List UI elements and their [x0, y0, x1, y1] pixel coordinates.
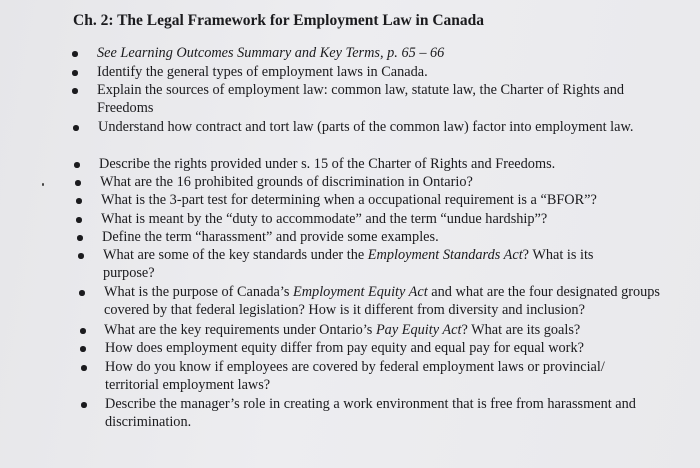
italic-text: See Learning Outcomes Summary and Key Terms, p. 65 – 66	[97, 45, 445, 61]
list-item-text	[105, 340, 665, 358]
list-item-text	[97, 45, 657, 63]
bullet-icon	[80, 346, 86, 352]
text-segment: Identify the general types of employment laws in Canada.	[97, 64, 428, 80]
text-segment: Describe the manager’s role in creating a work environment that is free from harassment and discrimination.	[105, 396, 636, 430]
list-item-text	[103, 247, 648, 282]
list-item-text	[104, 284, 664, 319]
italic-text: Employment Standards Act	[367, 247, 523, 263]
text-segment: and what are the four designated groups covered by that federal legislation? How is it different from diversity and inclusion?	[104, 284, 660, 318]
list-item-text	[105, 359, 645, 394]
list-item-text	[104, 322, 664, 340]
text-segment: What are the key requirements under Ontario’s	[104, 322, 376, 338]
list-item-text	[105, 396, 665, 431]
list-item-text	[102, 229, 662, 247]
text-segment: How does employment equity differ from pay equity and equal pay for equal work?	[105, 340, 584, 356]
text-segment: Explain the sources of employment law: common law, statute law, the Charter of Rights and Freedoms	[97, 82, 625, 116]
stray-mark	[42, 183, 44, 186]
bullet-icon	[76, 217, 82, 223]
text-segment: Describe the rights provided under s. 15 of the Charter of Rights and Freedoms.	[99, 156, 556, 172]
bullet-icon	[73, 125, 79, 131]
bullet-icon	[72, 88, 78, 94]
text-segment: What are the 16 prohibited grounds of discrimination in Ontario?	[100, 174, 473, 190]
bullet-icon	[72, 51, 78, 57]
list-item-text	[97, 64, 657, 82]
bullet-icon	[78, 253, 84, 259]
bullet-icon	[72, 70, 78, 76]
bullet-icon	[80, 328, 86, 334]
bullet-icon	[81, 365, 87, 371]
page-title: Ch. 2: The Legal Framework for Employment Law in Canada	[73, 12, 485, 29]
text-segment: What is the purpose of Canada’s	[104, 284, 293, 300]
text-segment: What is meant by the “duty to accommodate” and the term “undue hardship”?	[101, 211, 548, 227]
bullet-icon	[76, 198, 82, 204]
bullet-icon	[74, 162, 80, 168]
list-item-text	[101, 192, 661, 210]
bullet-icon	[77, 235, 83, 241]
text-segment: Understand how contract and tort law (parts of the common law) factor into employment law.	[98, 119, 634, 135]
text-segment: What is the 3-part test for determining when a occupational requirement is a “BFOR”?	[101, 192, 597, 208]
bullet-icon	[81, 402, 87, 408]
text-segment: What are some of the key standards under the	[103, 247, 368, 263]
list-item-text	[100, 174, 660, 192]
bullet-icon	[79, 290, 85, 296]
text-segment: ? What are its goals?	[461, 322, 581, 338]
text-segment: ? What is its purpose?	[103, 247, 594, 281]
text-segment: Define the term “harassment” and provide some examples.	[102, 229, 439, 245]
italic-text: Employment Equity Act	[293, 284, 428, 300]
list-item-text	[98, 119, 638, 137]
bullet-icon	[75, 180, 81, 186]
list-item-text	[99, 156, 659, 174]
list-item-text	[101, 211, 661, 229]
list-item-text	[97, 82, 657, 117]
text-segment: How do you know if employees are covered by federal employment laws or provincial/ territorial employment laws?	[105, 359, 605, 393]
italic-text: Pay Equity Act	[375, 322, 462, 338]
